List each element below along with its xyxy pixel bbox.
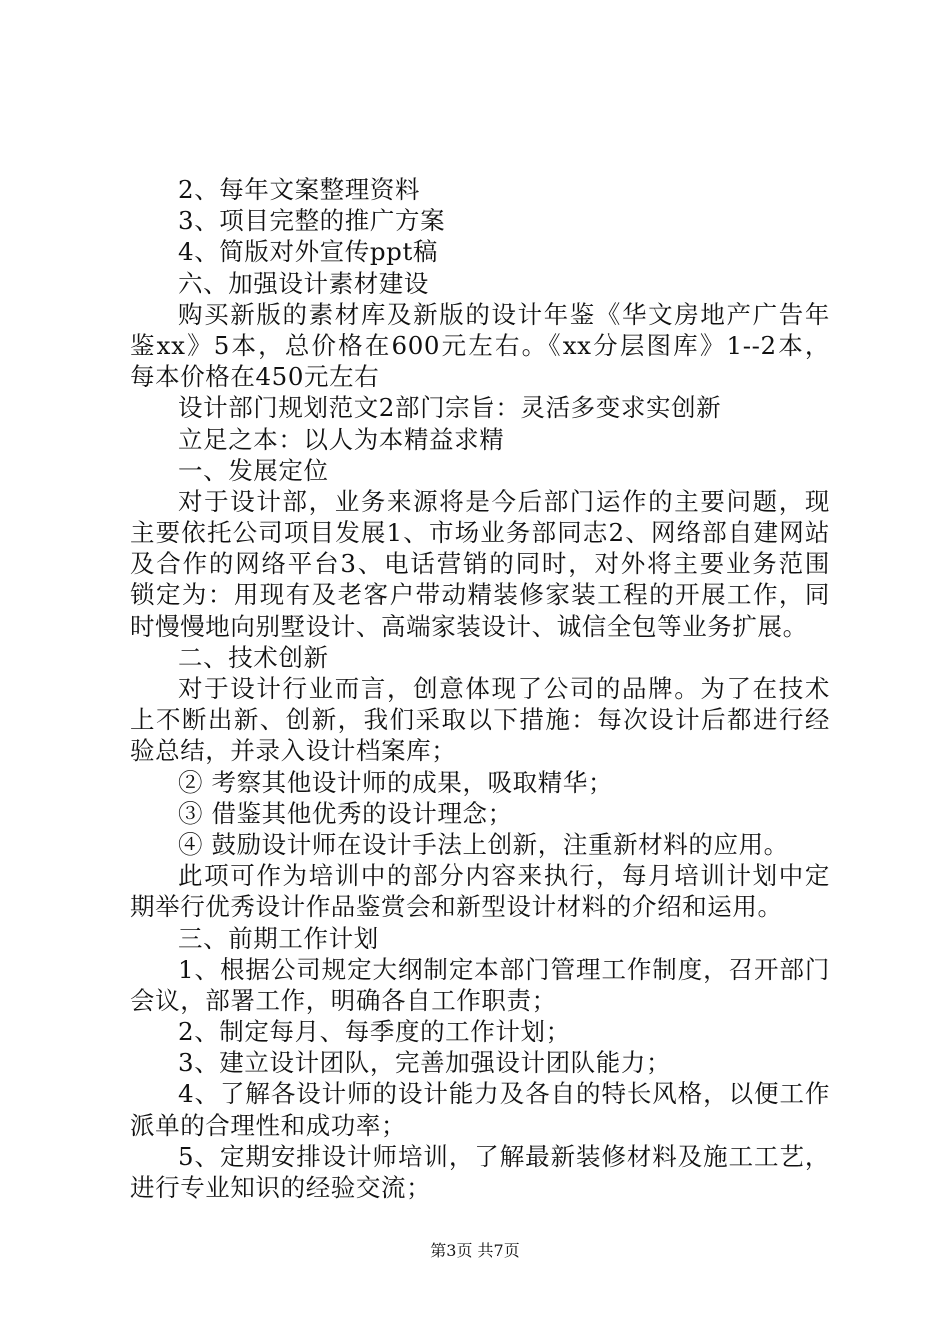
list-item: 会议，部署工作，明确各自工作职责；	[130, 985, 557, 1015]
paragraph-line: 此项可作为培训中的部分内容来执行，每月培训计划中定	[178, 861, 830, 891]
section-heading: 三、前期工作计划	[178, 923, 379, 953]
list-item: 进行专业知识的经验交流；	[130, 1173, 432, 1202]
list-item: 派单的合理性和成功率；	[130, 1110, 407, 1140]
paragraph-line: 每本价格在450元左右	[130, 362, 380, 392]
paragraph-line: 上不断出新、创新，我们采取以下措施：每次设计后都进行经	[130, 705, 830, 735]
paragraph-line: 设计部门规划范文2部门宗旨：灵活多变求实创新	[178, 393, 722, 423]
paragraph-line: 对于设计部，业务来源将是今后部门运作的主要问题，现	[178, 486, 830, 516]
paragraph-line: 对于设计行业而言，创意体现了公司的品牌。为了在技术	[178, 674, 830, 703]
list-item: 3、项目完整的推广方案	[178, 206, 446, 236]
section-heading: 六、加强设计素材建设	[178, 268, 429, 298]
list-item: 4、了解各设计师的设计能力及各自的特长风格，以便工作	[178, 1079, 830, 1109]
paragraph-line: 购买新版的素材库及新版的设计年鉴《华文房地产广告年	[178, 299, 830, 329]
list-item: ③ 借鉴其他优秀的设计理念；	[178, 798, 513, 828]
paragraph-line: 主要依托公司项目发展1、市场业务部同志2、网络部自建网站	[130, 518, 830, 548]
paragraph-line: 立足之本：以人为本精益求精	[178, 424, 505, 454]
list-item: ② 考察其他设计师的成果，吸取精华；	[178, 767, 614, 797]
paragraph-line: 验总结，并录入设计档案库；	[130, 736, 457, 766]
section-heading: 二、技术创新	[178, 642, 329, 672]
page-number-footer: 第3页 共7页	[430, 1241, 520, 1260]
list-item: 3、建立设计团队，完善加强设计团队能力；	[178, 1048, 672, 1078]
list-item: 5、定期安排设计师培训，了解最新装修材料及施工工艺，	[178, 1141, 830, 1171]
document-body	[130, 174, 830, 1203]
paragraph-line: 时慢慢地向别墅设计、高端家装设计、诚信全包等业务扩展。	[130, 611, 808, 641]
paragraph-line: 及合作的网络平台3、电话营销的同时，对外将主要业务范围	[130, 549, 830, 579]
list-item: 4、简版对外宣传ppt稿	[178, 237, 438, 267]
list-item: ④ 鼓励设计师在设计手法上创新，注重新材料的应用。	[178, 829, 789, 859]
paragraph-line: 期举行优秀设计作品鉴赏会和新型设计材料的介绍和运用。	[130, 892, 783, 922]
section-heading: 一、发展定位	[178, 455, 329, 485]
list-item: 2、制定每月、每季度的工作计划；	[178, 1017, 571, 1047]
list-item: 1、根据公司规定大纲制定本部门管理工作制度，召开部门	[178, 954, 830, 984]
paragraph-line: 锁定为：用现有及老客户带动精装修家装工程的开展工作，同	[130, 580, 830, 610]
list-item: 2、每年文案整理资料	[178, 175, 421, 204]
paragraph-line: 鉴xx》5本，总价格在600元左右。《xx分层图库》1--2本，	[130, 330, 830, 360]
